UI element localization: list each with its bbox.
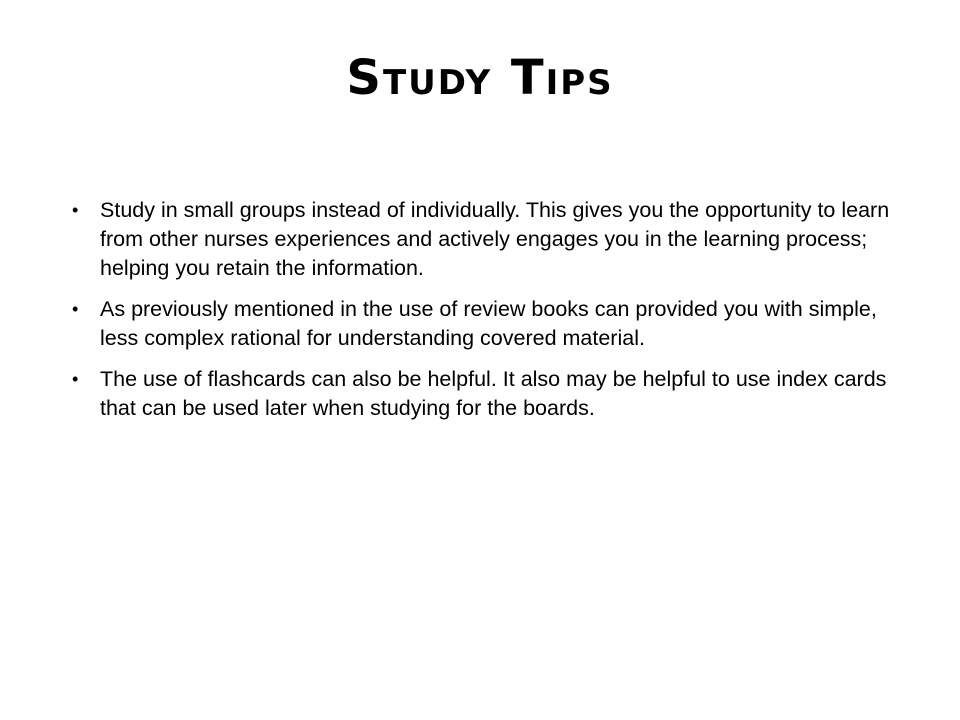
bullet-text: Study in small groups instead of individually. This gives you the opportunity to learn from other nurses experiences and actively engages you in the learning process; helping you retain the information. bbox=[100, 198, 890, 280]
bullet-text: The use of flashcards can also be helpful. It also may be helpful to use index cards that can be used later when studying for the boards. bbox=[100, 367, 887, 420]
slide-title: Study Tips bbox=[346, 50, 614, 106]
bullet-text: As previously mentioned in the use of review books can provided you with simple, less complex rational for understanding covered material. bbox=[100, 297, 877, 350]
bullet-list bbox=[72, 196, 890, 435]
bullet-dot-icon: • bbox=[72, 299, 79, 319]
bullet-dot-icon: • bbox=[72, 369, 79, 389]
bullet-item bbox=[72, 365, 890, 423]
bullet-item bbox=[72, 295, 890, 353]
bullet-item bbox=[72, 196, 890, 283]
bullet-dot-icon: • bbox=[72, 200, 79, 220]
